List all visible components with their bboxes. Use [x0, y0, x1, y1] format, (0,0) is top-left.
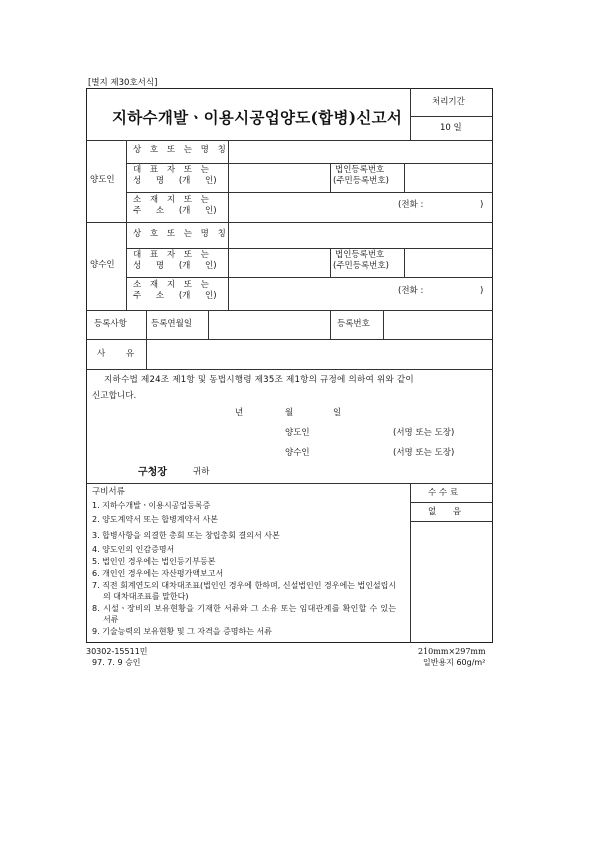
doc-item: 2. 양도계약서 또는 합병계약서 사본	[92, 515, 218, 524]
footer-form-code: 30302-15511민	[86, 647, 148, 656]
transferee-reg-label-2: (주민등록번호)	[333, 261, 389, 271]
transferor-phone-close: )	[480, 200, 484, 210]
date-month: 월	[285, 408, 294, 418]
transferee-reg-label-1: 법인등록번호	[335, 250, 385, 260]
registration-date-label: 등록연월일	[151, 319, 193, 329]
recipient: 구청장	[138, 467, 167, 478]
fee-value: 없 음	[428, 507, 462, 517]
doc-item: 4. 양도인의 인감증명서	[92, 545, 175, 554]
sign-transferor: 양도인	[285, 428, 310, 438]
processing-label: 처리기간	[432, 97, 465, 107]
transferee-phone-close: )	[480, 286, 484, 296]
sign-transferee: 양수인	[285, 448, 310, 458]
doc-item: 7. 직전 회계연도의 대차대조표(법인인 경우에 한하며, 신설법인인 경우에는 법인설립시	[92, 581, 397, 590]
transferor-name-label: 상 호 또 는 명 칭	[133, 145, 229, 155]
transferor-reg-label-2: (주민등록번호)	[333, 176, 389, 186]
transferor-label: 양도인	[90, 175, 115, 185]
reason-label: 사 유	[97, 349, 144, 359]
transferor-addr-label-1: 소 재 지 또 는	[133, 195, 209, 205]
transferee-label: 양수인	[90, 260, 115, 270]
title-divider	[410, 88, 411, 140]
form-reference: [별지 제30호서식]	[88, 78, 158, 88]
processing-value: 10 일	[440, 123, 462, 133]
form-title: 지하수개발ㆍ이용시공업양도(합병)신고서	[112, 108, 403, 127]
doc-item: 1. 지하수개발ㆍ이용시공업등록증	[92, 501, 211, 510]
doc-item: 5. 법인인 경우에는 법인등기부등본	[92, 557, 216, 566]
footer-approval: 97. 7. 9 승인	[92, 658, 141, 667]
doc-item: 3. 합병사항을 의결한 총회 또는 창립총회 결의서 사본	[92, 531, 280, 540]
transferee-rep-label-2: 성 명 (개 인)	[133, 261, 217, 271]
transferee-name-label: 상 호 또 는 명 칭	[133, 229, 229, 239]
footer-paper-weight: 일반용지 60g/m²	[423, 658, 486, 667]
transferee-phone-label: (전화 :	[398, 286, 424, 296]
sign-mark-transferee: (서명 또는 도장)	[393, 448, 455, 458]
transferee-addr-label-1: 소 재 지 또 는	[133, 280, 209, 290]
registration-label: 등록사항	[94, 319, 127, 329]
transferee-addr-label-2: 주 소 (개 인)	[133, 291, 217, 301]
transferor-rep-label-2: 성 명 (개 인)	[133, 176, 217, 186]
transferee-rep-label-1: 대 표 자 또 는	[133, 250, 209, 260]
transferor-addr-label-2: 주 소 (개 인)	[133, 206, 217, 216]
transferor-reg-label-1: 법인등록번호	[335, 165, 385, 175]
transferor-rep-label-1: 대 표 자 또 는	[133, 165, 209, 175]
fee-label: 수 수 료	[428, 488, 459, 498]
registration-number-label: 등록번호	[337, 319, 370, 329]
doc-item: 6. 개인인 경우에는 자산평가액보고서	[92, 569, 224, 578]
doc-item: 8. 시설ㆍ장비의 보유현황을 기재한 서류와 그 소유 또는 임대관계를 확인할 수 있는	[92, 604, 397, 613]
doc-item: 9. 기술능력의 보유현황 및 그 자격을 증명하는 서류	[92, 627, 272, 636]
doc-item-cont: 의 대차대조표를 말한다)	[103, 592, 189, 601]
declaration-line-1: 지하수법 제24조 제1항 및 동법시행령 제35조 제1항의 규정에 의하여 위와 같이	[104, 375, 414, 385]
date-year: 년	[235, 408, 244, 418]
docs-title: 구비서류	[92, 487, 125, 497]
recipient-suffix: 귀하	[193, 467, 210, 477]
declaration-line-2: 신고합니다.	[92, 391, 137, 401]
date-day: 일	[333, 408, 342, 418]
sign-mark-transferor: (서명 또는 도장)	[393, 428, 455, 438]
transferor-phone-label: (전화 :	[398, 200, 424, 210]
processing-divider	[410, 116, 493, 117]
doc-item-cont: 서류	[103, 615, 119, 624]
footer-paper-size: 210mm×297mm	[418, 647, 486, 656]
